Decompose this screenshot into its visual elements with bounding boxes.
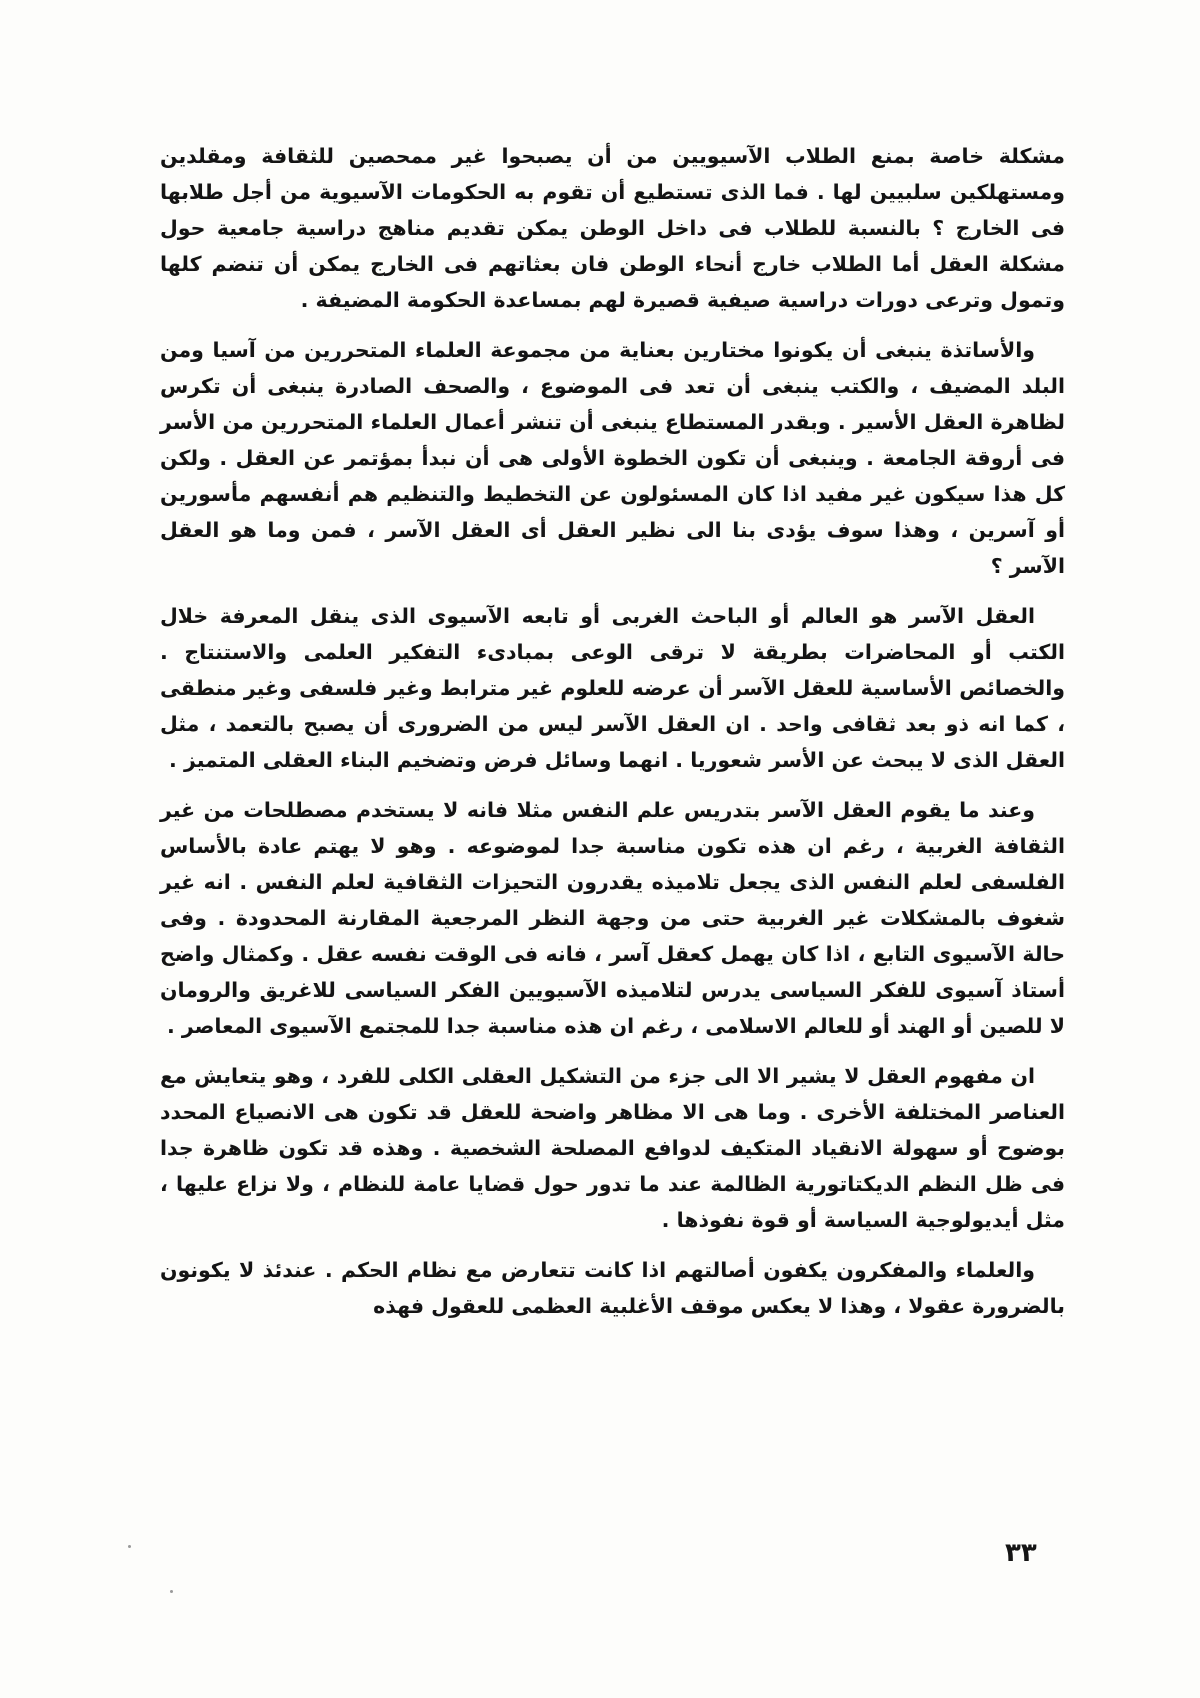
scan-speck bbox=[128, 1545, 131, 1548]
paragraph: مشكلة خاصة بمنع الطلاب الآسيويين من أن يصبحوا غير ممحصين للثقافة ومقلدين ومستهلكين سلبيين لها . فما الذى تستطيع أن تقوم به الحكومات الآسيوية من أجل طلابها فى الخارج ؟ بالنسبة للطلاب فى داخل الوطن يمكن تقديم مناهج دراسية جامعية حول مشكلة العقل أما الطلاب خارج أنحاء الوطن فان بعثاتهم فى الخارج يمكن أن تنضم كلها وتمول وترعى دورات دراسية صيفية قصيرة لهم بمساعدة الحكومة المضيفة . bbox=[160, 144, 1065, 312]
paragraph: والأساتذة ينبغى أن يكونوا مختارين بعناية من مجموعة العلماء المتحررين من آسيا ومن البلد المضيف ، والكتب ينبغى أن تعد فى الموضوع ، والصحف الصادرة ينبغى أن تكرس لظاهرة العقل الأسير . وبقدر المستطاع ينبغى أن تنشر أعمال العلماء المتحررين من الأسر فى أروقة الجامعة . وينبغى أن تكون الخطوة الأولى هى أن نبدأ بمؤتمر عن العقل . ولكن كل هذا سيكون غير مفيد اذا كان المسئولون عن التخطيط والتنظيم هم أنفسهم مأسورين أو آسرين ، وهذا سوف يؤدى بنا الى نظير العقل أى العقل الآسر ، فمن وما هو العقل الآسر ؟ bbox=[160, 338, 1065, 578]
paragraph: ان مفهوم العقل لا يشير الا الى جزء من التشكيل العقلى الكلى للفرد ، وهو يتعايش مع العناصر المختلفة الأخرى . وما هى الا مظاهر واضحة للعقل قد تكون هى الانصياع المحدد بوضوح أو سهولة الانقياد المتكيف لدوافع المصلحة الشخصية . وهذه قد تكون ظاهرة جدا فى ظل النظم الديكتاتورية الظالمة عند ما تدور حول قضايا عامة للنظام ، ولا نزاع عليها ، مثل أيديولوجية السياسة أو قوة نفوذها . bbox=[160, 1064, 1065, 1232]
paragraph: العقل الآسر هو العالم أو الباحث الغربى أو تابعه الآسيوى الذى ينقل المعرفة خلال الكتب أو المحاضرات بطريقة لا ترقى الوعى بمبادىء التفكير العلمى والاستنتاج . والخصائص الأساسية للعقل الآسر أن عرضه للعلوم غير مترابط وغير فلسفى وغير منطقى ، كما انه ذو بعد ثقافى واحد . ان العقل الآسر ليس من الضرورى أن يصبح بالتعمد ، مثل العقل الذى لا يبحث عن الأسر شعوريا . انهما وسائل فرض وتضخيم البناء العقلى المتميز . bbox=[160, 604, 1065, 772]
page-number: ٣٣ bbox=[1005, 1538, 1037, 1568]
body-text bbox=[160, 138, 1065, 1338]
scan-speck bbox=[170, 1590, 173, 1593]
paragraph: والعلماء والمفكرون يكفون أصالتهم اذا كانت تتعارض مع نظام الحكم . عندئذ لا يكونون بالضرورة عقولا ، وهذا لا يعكس موقف الأغلبية العظمى للعقول فهذه bbox=[160, 1258, 1065, 1318]
paragraph: وعند ما يقوم العقل الآسر بتدريس علم النفس مثلا فانه لا يستخدم مصطلحات من غير الثقافة الغربية ، رغم ان هذه تكون مناسبة جدا لموضوعه . وهو لا يهتم عادة بالأساس الفلسفى لعلم النفس الذى يجعل تلاميذه يقدرون التحيزات الثقافية لعلم النفس . انه غير شغوف بالمشكلات غير الغربية حتى من وجهة النظر المرجعية المقارنة المحدودة . وفى حالة الآسيوى التابع ، اذا كان يهمل كعقل آسر ، فانه فى الوقت نفسه عقل . وكمثال واضح أستاذ آسيوى للفكر السياسى يدرس لتلاميذه الآسيويين الفكر السياسى للاغريق والرومان لا للصين أو الهند أو للعالم الاسلامى ، رغم ان هذه مناسبة جدا للمجتمع الآسيوى المعاصر . bbox=[160, 798, 1065, 1038]
